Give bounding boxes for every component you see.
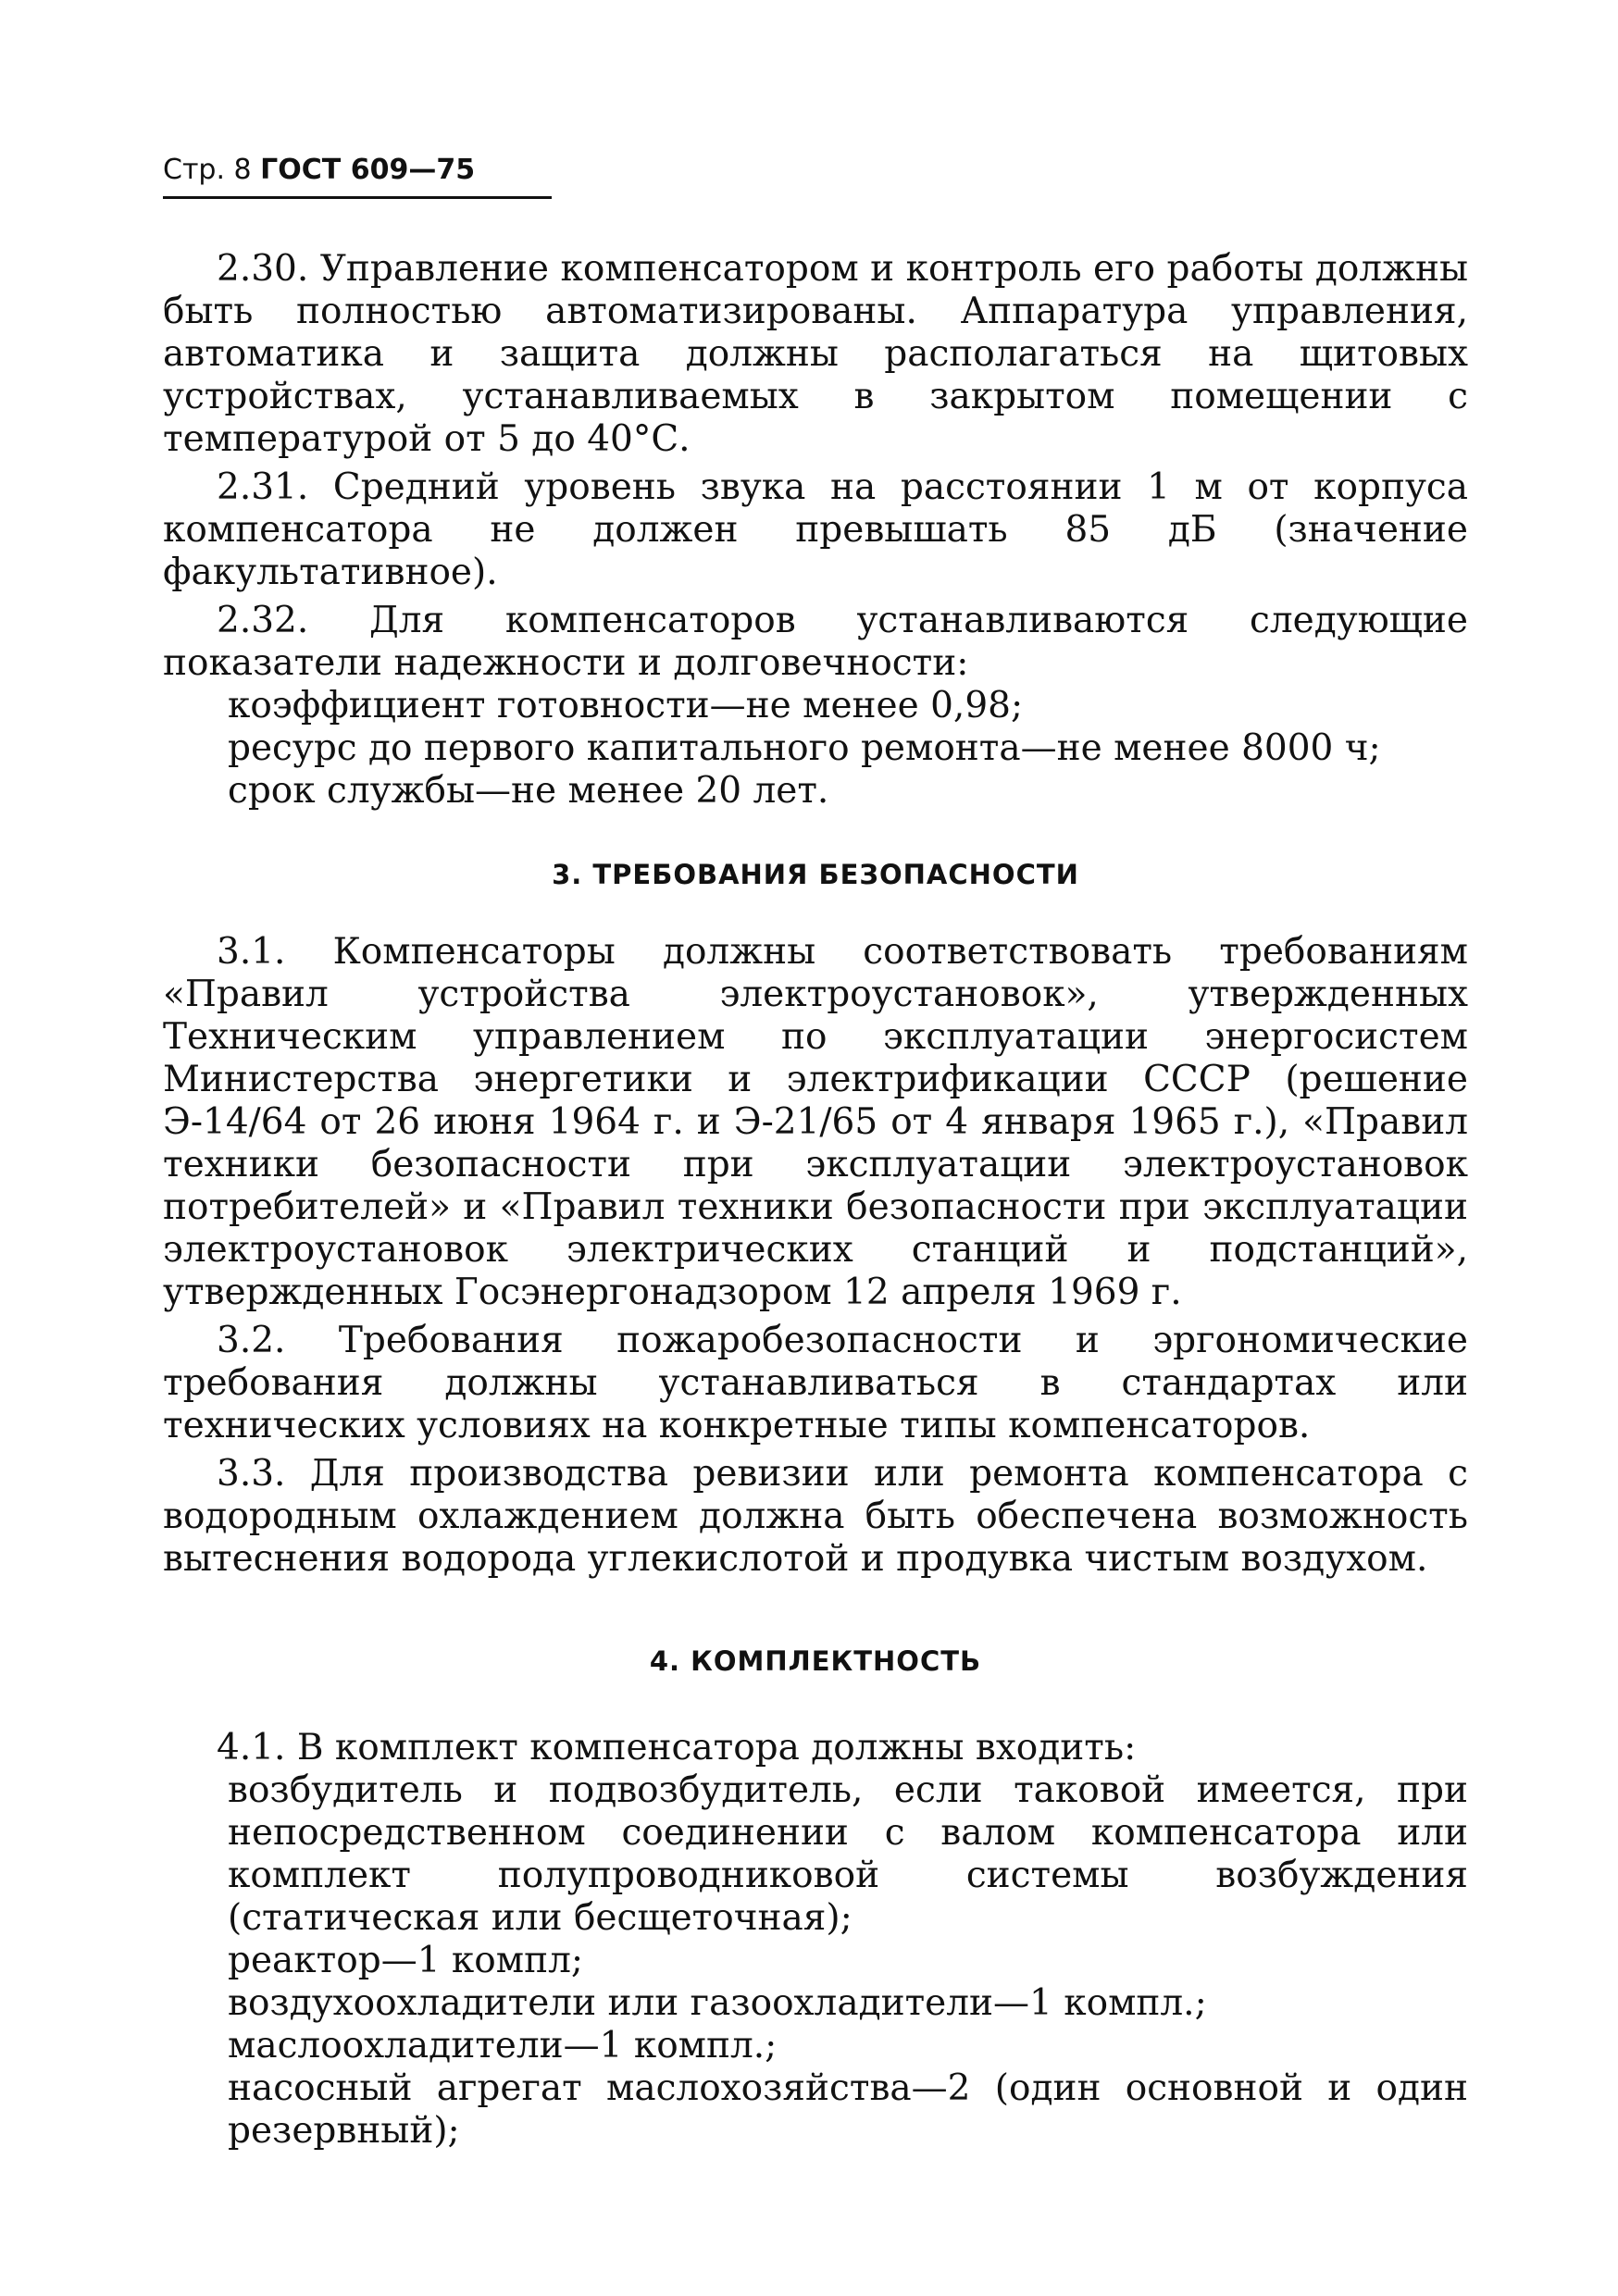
page-number: Стр. 8: [163, 154, 252, 186]
page-header: [163, 154, 475, 186]
document-body: [163, 248, 1468, 2153]
clause-4-1: 4.1. В комплект компенсатора должны входить:: [217, 1727, 1137, 1769]
section-title-safety: 3. ТРЕБОВАНИЯ БЕЗОПАСНОСТИ: [552, 859, 1079, 890]
reliability-item: срок службы—не менее 20 лет.: [228, 770, 829, 812]
clause-2-31: 2.31. Средний уровень звука на расстоянии 1 м от корпуса компенсатора не должен превышать 85 дБ (значение факультативное).: [163, 466, 1468, 593]
kit-item: реактор—1 компл;: [228, 1940, 584, 1981]
kit-item: воздухоохладители или газоохладители—1 компл.;: [228, 1982, 1207, 2024]
kit-item: маслоохладители—1 компл.;: [228, 2025, 778, 2066]
header-divider: [163, 196, 552, 199]
clause-2-30: 2.30. Управление компенсатором и контроль его работы должны быть полностью автоматизированы. Аппаратура управления, автоматика и защита должны располагаться на щитовых устройствах, устанавливаемых в закрытом помещении с температурой от 5 до 40°С.: [163, 248, 1468, 460]
clause-3-1: 3.1. Компенсаторы должны соответствовать требованиям «Правил устройства электроустановок», утвержденных Техническим управлением по эксплуатации энергосистем Министерства энергетики и электрификации СССР (решение Э-14/64 от 26 июня 1964 г. и Э-21/65 от 4 января 1965 г.), «Правил техники безопасности при эксплуатации электроустановок потребителей» и «Правил техники безопасности при эксплуатации электроустановок электрических станций и подстанций», утвержденных Госэнергонадзором 12 апреля 1969 г.: [163, 931, 1468, 1313]
clause-2-32: 2.32. Для компенсаторов устанавливаются следующие показатели надежности и долговечности:: [163, 600, 1468, 684]
kit-item: насосный агрегат маслохозяйства—2 (один основной и один резервный);: [228, 2067, 1468, 2152]
section-title-completeness: 4. КОМПЛЕКТНОСТЬ: [649, 1645, 982, 1677]
reliability-item: коэффициент готовности—не менее 0,98;: [228, 685, 1024, 726]
reliability-item: ресурс до первого капитального ремонта—не менее 8000 ч;: [228, 727, 1381, 769]
standard-number: ГОСТ 609—75: [260, 154, 476, 186]
clause-3-3: 3.3. Для производства ревизии или ремонта компенсатора с водородным охлаждением должна быть обеспечена возможность вытеснения водорода углекислотой и продувка чистым воздухом.: [163, 1453, 1468, 1580]
kit-item: возбудитель и подвозбудитель, если таковой имеется, при непосредственном соединении с валом компенсатора или комплект полупроводниковой системы возбуждения (статическая или бесщеточная);: [228, 1769, 1468, 1939]
clause-3-2: 3.2. Требования пожаробезопасности и эргономические требования должны устанавливаться в стандартах или технических условиях на конкретные типы компенсаторов.: [163, 1320, 1468, 1446]
